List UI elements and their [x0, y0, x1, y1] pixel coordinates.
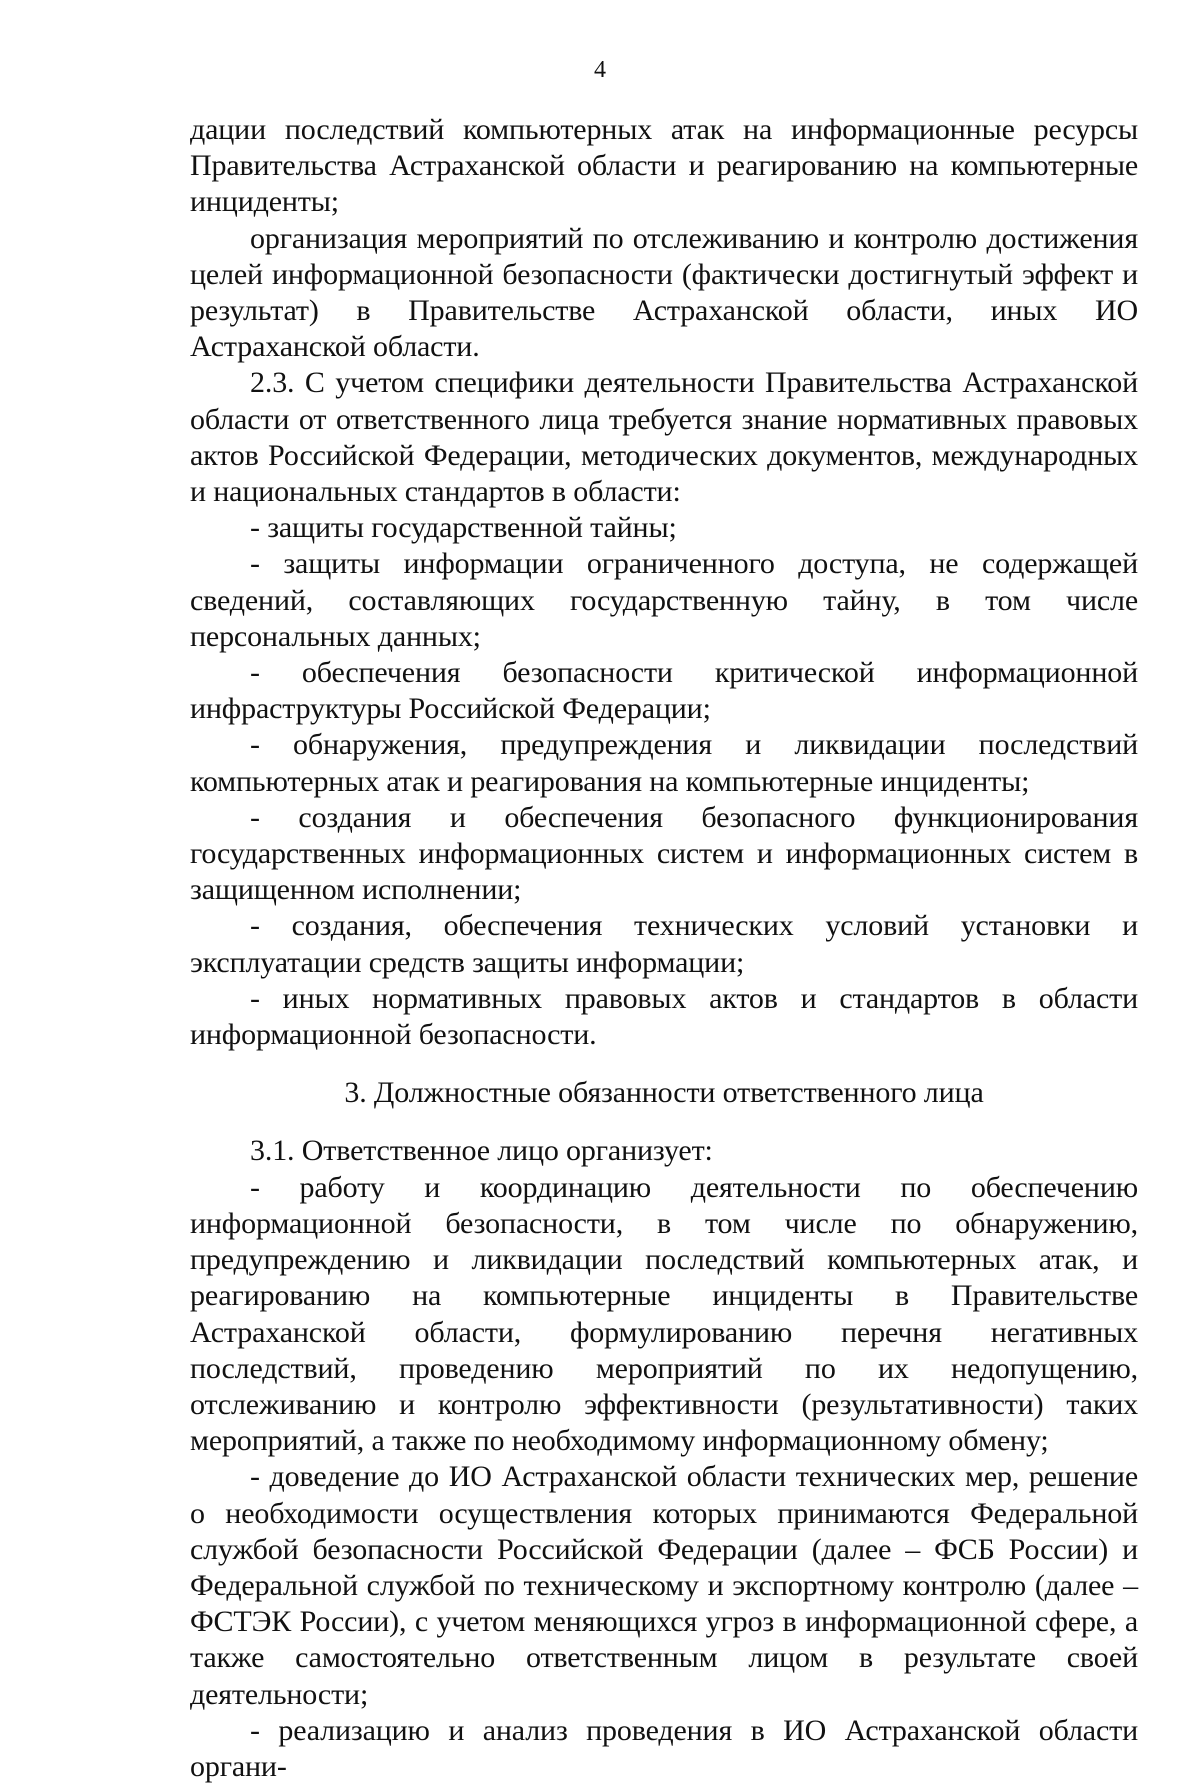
- document-body: [190, 112, 1138, 1785]
- paragraph-2-3: 2.3. С учетом специфики деятельности Правительства Астраханской области от ответственного лица требуется знание нормативных правовых актов Российской Федерации, методических документов, международных и национальных стандартов в области:: [190, 366, 1138, 509]
- paragraph-goals-monitoring: организация мероприятий по отслеживанию и контролю достижения целей информационной безопасности (фактически достигнутый эффект и результат) в Правительстве Астраханской области, иных ИО Астраханской области.: [190, 221, 1138, 364]
- list-item-technical-measures: - доведение до ИО Астраханской области технических мер, решение о необходимости осуществления которых принимаются Федеральной службой безопасности Российской Федерации (далее – ФСБ России) и Федеральной службой по техническому и экспортному контролю (далее – ФСТЭК России), с учетом меняющихся угроз в информационной сфере, а также самостоятельно ответственным лицом в результате своей деятельности;: [190, 1460, 1138, 1711]
- list-item-state-info-systems: - создания и обеспечения безопасного функционирования государственных информационных систем и информационных систем в защищенном исполнении;: [190, 800, 1138, 907]
- list-item-computer-attacks: - обнаружения, предупреждения и ликвидации последствий компьютерных атак и реагирования на компьютерные инциденты;: [190, 728, 1138, 798]
- list-item-state-secret: - защиты государственной тайны;: [250, 511, 677, 545]
- list-item-implementation: - реализацию и анализ проведения в ИО Астраханской области органи-: [190, 1713, 1138, 1783]
- list-item-restricted-info: - защиты информации ограниченного доступа, не содержащей сведений, составляющих государственную тайну, в том числе персональных данных;: [190, 547, 1138, 653]
- list-item-critical-infrastructure: - обеспечения безопасности критической информационной инфраструктуры Российской Федерации;: [190, 656, 1138, 726]
- list-item-protection-tools: - создания, обеспечения технических условий установки и эксплуатации средств защиты информации;: [190, 909, 1138, 979]
- paragraph-3-1: 3.1. Ответственное лицо организует:: [250, 1134, 713, 1168]
- list-item-other-acts: - иных нормативных правовых актов и стандартов в области информационной безопасности.: [190, 981, 1138, 1052]
- paragraph-continuation: дации последствий компьютерных атак на информационные ресурсы Правительства Астраханской области и реагированию на компьютерные инциденты;: [190, 113, 1138, 219]
- list-item-coordination: - работу и координацию деятельности по обеспечению информационной безопасности, в том числе по обнаружению, предупреждению и ликвидации последствий компьютерных атак, и реагированию на компьютерные инциденты в Правительстве Астраханской области, формулированию перечня негативных последствий, проведению мероприятий по их недопущению, отслеживанию и контролю эффективности (результативности) таких мероприятий, а также по необходимому информационному обмену;: [190, 1170, 1138, 1458]
- page-number: 4: [594, 57, 606, 83]
- section-heading: 3. Должностные обязанности ответственного лица: [344, 1076, 984, 1110]
